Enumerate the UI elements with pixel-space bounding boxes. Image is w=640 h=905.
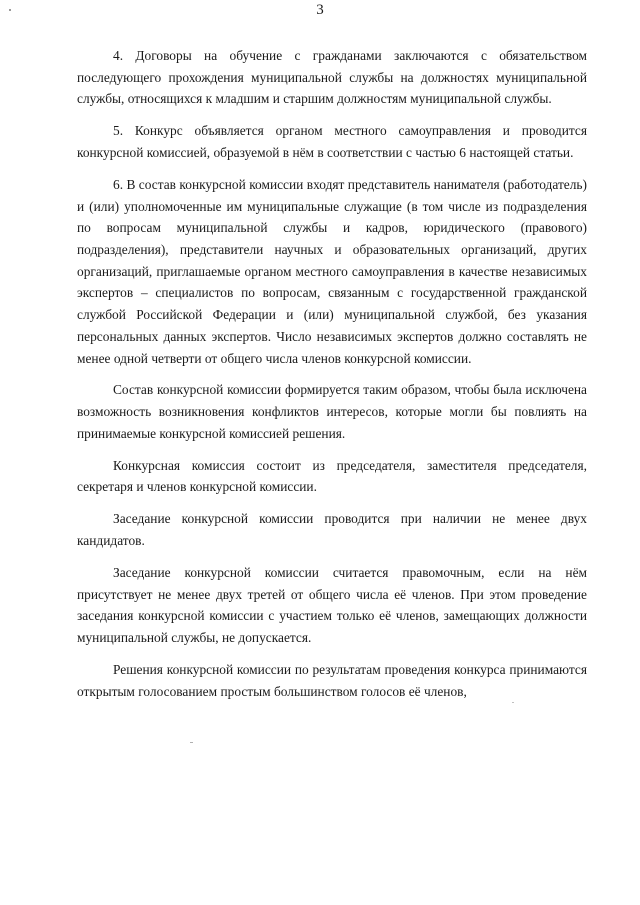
paragraph-commission-decisions: Решения конкурсной комиссии по результатам проведения конкурса принимаются открытым голосованием простым большинством голосов её членов,: [77, 661, 587, 699]
paragraph-item-4: 4. Договоры на обучение с гражданами заключаются с обязательством последующего прохождения муниципальной службы на должностях муниципальной службы, относящихся к младшим и старшим должностям муниципальной службы.: [77, 48, 587, 107]
paragraph-meeting-candidates: Заседание конкурсной комиссии проводится при наличии не менее двух кандидатов.: [77, 511, 587, 548]
page-number: 3: [316, 2, 324, 18]
paragraph-item-6: 6. В состав конкурсной комиссии входят представитель нанимателя (работодатель) и (или) уполномоченные им муниципальные служащие (в том числе из подразделения по вопросам муниципальной службы и кадров, юридического (правового) подразделения), представители научных и образовательных организаций, других организаций, приглашаемые органом местного самоуправления в качестве независимых экспертов – специалистов по вопросам, связанным с государственной гражданской службой Российской Федерации и (или) муниципальной службой, без указания персональных данных экспертов. Число независимых экспертов должно составлять не менее одной четверти от общего числа членов конкурсной комиссии.: [77, 176, 587, 366]
paragraph-commission-composition: Состав конкурсной комиссии формируется таким образом, чтобы была исключена возможность возникновения конфликтов интересов, которые могли бы повлиять на принимаемые конкурсной комиссией решения.: [77, 382, 587, 441]
paragraph-item-5: 5. Конкурс объявляется органом местного самоуправления и проводится конкурсной комиссией, образуемой в нём в соответствии с частью 6 настоящей статьи.: [77, 123, 587, 160]
scan-artifact: [512, 702, 514, 703]
paragraph-meeting-quorum: Заседание конкурсной комиссии считается правомочным, если на нём присутствует не менее двух третей от общего числа её членов. При этом проведение заседания конкурсной комиссии с участием только её членов, замещающих должности муниципальной службы, не допускается.: [77, 564, 587, 645]
scan-artifact: [190, 742, 193, 743]
document-body: [77, 45, 587, 702]
paragraph-commission-members: Конкурсная комиссия состоит из председателя, заместителя председателя, секретаря и членов конкурсной комиссии.: [77, 457, 587, 495]
